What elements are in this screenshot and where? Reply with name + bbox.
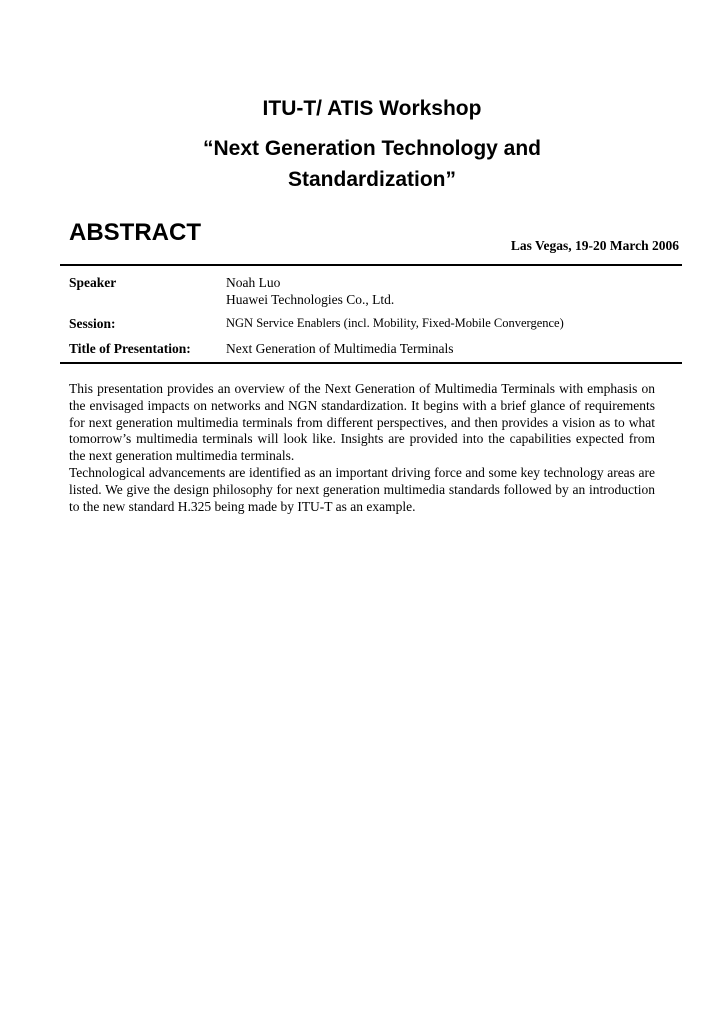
theme-title-line2: Standardization”: [287, 168, 456, 191]
presentation-title-value: Next Generation of Multimedia Terminals: [226, 341, 454, 356]
venue-date: Las Vegas, 19-20 March 2006: [510, 238, 679, 253]
abstract-paragraph-2: Technological advancements are identified as an important driving force and some key technology areas are listed. We give the design philosophy for next generation multimedia standards followed by an introduction to the new standard H.325 being made by ITU-T as an example.: [69, 464, 655, 514]
abstract-body: [69, 381, 655, 515]
theme-title: [0, 133, 724, 195]
speaker-name: Noah Luo: [226, 275, 281, 290]
speaker-label: Speaker: [69, 275, 117, 290]
top-divider: [60, 264, 682, 266]
speaker-affiliation: Huawei Technologies Co., Ltd.: [226, 292, 395, 307]
session-label: Session:: [69, 316, 116, 331]
workshop-title: ITU-T/ ATIS Workshop: [262, 97, 482, 120]
bottom-divider: [60, 362, 682, 364]
session-value: NGN Service Enablers (incl. Mobility, Fixed-Mobile Convergence): [226, 316, 564, 330]
abstract-heading: ABSTRACT: [69, 219, 201, 246]
presentation-title-label: Title of Presentation:: [69, 341, 191, 356]
abstract-paragraph-1: This presentation provides an overview of the Next Generation of Multimedia Terminals with emphasis on the envisaged impacts on networks and NGN standardization. It begins with a brief glance of requirements for next generation multimedia terminals from different perspectives, and then provides a vision as to what tomorrow’s multimedia terminals will look like. Insights are provided into the capabilities expected from the next generation multimedia terminals.: [69, 381, 655, 464]
theme-title-line1: “Next Generation Technology and: [203, 137, 541, 160]
